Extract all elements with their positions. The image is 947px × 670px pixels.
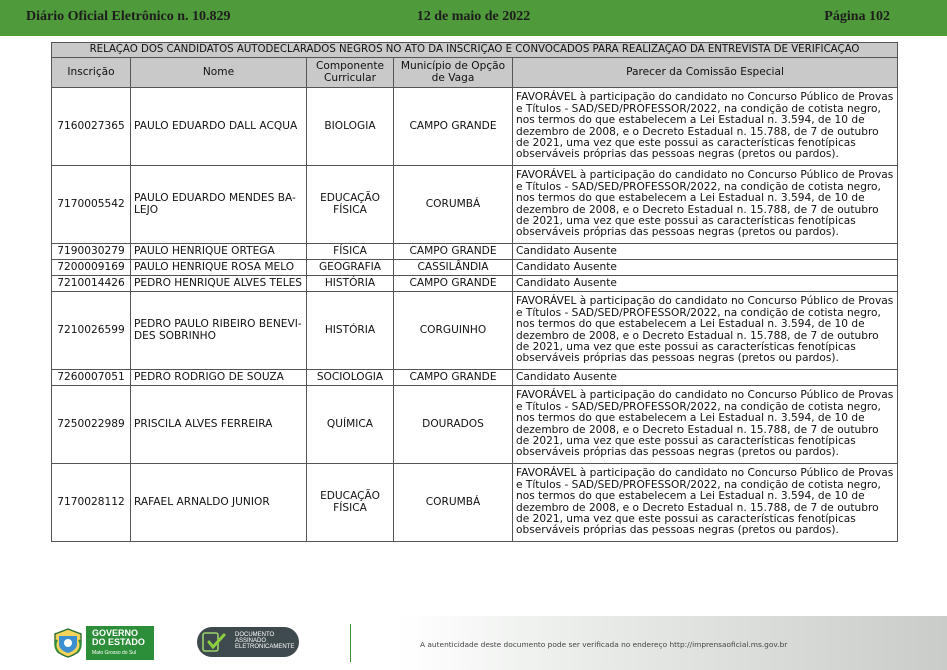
cell-parecer: Candidato Ausente — [513, 370, 898, 386]
cell-nome: PEDRO HENRIQUE ALVES TELES — [131, 276, 307, 292]
cell-municipio: CORUMBÁ — [394, 464, 513, 542]
gov-line2: DO ESTADO — [92, 637, 145, 647]
table-row — [52, 370, 898, 386]
candidates-table — [51, 42, 898, 542]
table-row — [52, 292, 898, 370]
cell-parecer: FAVORÁVEL à participação do candidato no Concurso Público de Provas e Títulos - SAD/SED/PROFESSOR/2022, na condição de cotista negro, nos termos do que estabelecem a Lei Estadual n. 3.594, de 10 de dezembro de 2008, e o Decreto Estadual n. 15.788, de 7 de outubro de 2021, uma vez que este possui as características fenotípicas observáveis próprias das pessoas negras (pretos ou pardos). — [513, 292, 898, 370]
cell-parecer: FAVORÁVEL à participação do candidato no Concurso Público de Provas e Títulos - SAD/SED/PROFESSOR/2022, na condição de cotista negro, nos termos do que estabelecem a Lei Estadual n. 3.594, de 10 de dezembro de 2008, e o Decreto Estadual n. 15.788, de 7 de outubro de 2021, uma vez que este possui as características fenotípicas observáveis próprias das pessoas negras (pretos ou pardos). — [513, 386, 898, 464]
cell-municipio: CORGUINHO — [394, 292, 513, 370]
state-seal-icon — [52, 628, 84, 658]
col-parecer: Parecer da Comissão Especial — [513, 58, 898, 88]
col-componente: Componente Curricular — [307, 58, 394, 88]
cell-municipio: DOURADOS — [394, 386, 513, 464]
table-row — [52, 260, 898, 276]
authenticity-note: A autenticidade deste documento pode ser verificada no endereço http://imprensaoficial.ms.gov.br — [420, 640, 788, 649]
cell-inscricao: 7160027365 — [52, 88, 131, 166]
cell-componente: QUÍMICA — [307, 386, 394, 464]
table-row — [52, 88, 898, 166]
table-row — [52, 386, 898, 464]
government-badge — [86, 626, 154, 660]
cell-municipio: CAMPO GRANDE — [394, 370, 513, 386]
gov-line1: GOVERNO — [92, 628, 139, 638]
document-check-icon — [201, 631, 227, 653]
cell-componente: HISTÓRIA — [307, 292, 394, 370]
cell-inscricao: 7210026599 — [52, 292, 131, 370]
cell-municipio: CAMPO GRANDE — [394, 88, 513, 166]
cell-nome: PAULO HENRIQUE ROSA MELO — [131, 260, 307, 276]
cell-municipio: CAMPO GRANDE — [394, 244, 513, 260]
cell-nome: PAULO EDUARDO DALL ACQUA — [131, 88, 307, 166]
cell-nome: PEDRO RODRIGO DE SOUZA — [131, 370, 307, 386]
cell-municipio: CASSILÂNDIA — [394, 260, 513, 276]
cell-componente: SOCIOLOGIA — [307, 370, 394, 386]
cell-parecer: FAVORÁVEL à participação do candidato no Concurso Público de Provas e Títulos - SAD/SED/PROFESSOR/2022, na condição de cotista negro, nos termos do que estabelecem a Lei Estadual n. 3.594, de 10 de dezembro de 2008, e o Decreto Estadual n. 15.788, de 7 de outubro de 2021, uma vez que este possui as características fenotípicas observáveis próprias das pessoas negras (pretos ou pardos). — [513, 88, 898, 166]
gov-subtitle: Mato Grosso do Sul — [92, 650, 137, 656]
cell-nome: RAFAEL ARNALDO JUNIOR — [131, 464, 307, 542]
cell-componente: BIOLOGIA — [307, 88, 394, 166]
table-title: RELAÇÃO DOS CANDIDATOS AUTODECLARADOS NEGROS NO ATO DA INSCRIÇÃO E CONVOCADOS PARA REALIZAÇÃO DA ENTREVISTA DE VERIFICAÇÃO — [52, 43, 898, 58]
page-number: Página 102 — [824, 9, 890, 24]
cell-parecer: Candidato Ausente — [513, 244, 898, 260]
cell-nome: PAULO HENRIQUE ORTEGA — [131, 244, 307, 260]
cell-nome: PEDRO PAULO RIBEIRO BENEVI-DES SOBRINHO — [131, 292, 307, 370]
table-row — [52, 276, 898, 292]
doc-line1: DOCUMENTO — [235, 632, 275, 638]
page-footer — [0, 616, 947, 670]
cell-parecer: Candidato Ausente — [513, 260, 898, 276]
cell-componente: EDUCAÇÃO FÍSICA — [307, 464, 394, 542]
cell-componente: FÍSICA — [307, 244, 394, 260]
cell-componente: EDUCAÇÃO FÍSICA — [307, 166, 394, 244]
publication-date: 12 de maio de 2022 — [416, 9, 531, 24]
cell-inscricao: 7250022989 — [52, 386, 131, 464]
cell-inscricao: 7170028112 — [52, 464, 131, 542]
cell-nome: PRISCILA ALVES FERREIRA — [131, 386, 307, 464]
cell-componente: HISTÓRIA — [307, 276, 394, 292]
signed-document-badge — [197, 627, 299, 657]
government-logo — [52, 626, 154, 660]
cell-municipio: CORUMBÁ — [394, 166, 513, 244]
table-row — [52, 244, 898, 260]
cell-parecer: Candidato Ausente — [513, 276, 898, 292]
footer-divider — [350, 624, 351, 662]
col-nome: Nome — [131, 58, 307, 88]
col-municipio: Município de Opção de Vaga — [394, 58, 513, 88]
cell-inscricao: 7210014426 — [52, 276, 131, 292]
table-row — [52, 464, 898, 542]
cell-inscricao: 7190030279 — [52, 244, 131, 260]
journal-name: Diário Oficial Eletrônico n. 10.829 — [26, 9, 231, 24]
doc-line2: ASSINADO — [235, 638, 267, 644]
cell-municipio: CAMPO GRANDE — [394, 276, 513, 292]
doc-line3: ELETRONICAMENTE — [235, 644, 295, 650]
table-row — [52, 166, 898, 244]
cell-parecer: FAVORÁVEL à participação do candidato no Concurso Público de Provas e Títulos - SAD/SED/PROFESSOR/2022, na condição de cotista negro, nos termos do que estabelecem a Lei Estadual n. 3.594, de 10 de dezembro de 2008, e o Decreto Estadual n. 15.788, de 7 de outubro de 2021, uma vez que este possui as características fenotípicas observáveis próprias das pessoas negras (pretos ou pardos). — [513, 464, 898, 542]
col-inscricao: Inscrição — [52, 58, 131, 88]
cell-parecer: FAVORÁVEL à participação do candidato no Concurso Público de Provas e Títulos - SAD/SED/PROFESSOR/2022, na condição de cotista negro, nos termos do que estabelecem a Lei Estadual n. 3.594, de 10 de dezembro de 2008, e o Decreto Estadual n. 15.788, de 7 de outubro de 2021, uma vez que este possui as características fenotípicas observáveis próprias das pessoas negras (pretos ou pardos). — [513, 166, 898, 244]
cell-componente: GEOGRAFIA — [307, 260, 394, 276]
page-header — [0, 0, 947, 36]
cell-nome: PAULO EDUARDO MENDES BA-LEJO — [131, 166, 307, 244]
cell-inscricao: 7170005542 — [52, 166, 131, 244]
cell-inscricao: 7260007051 — [52, 370, 131, 386]
cell-inscricao: 7200009169 — [52, 260, 131, 276]
